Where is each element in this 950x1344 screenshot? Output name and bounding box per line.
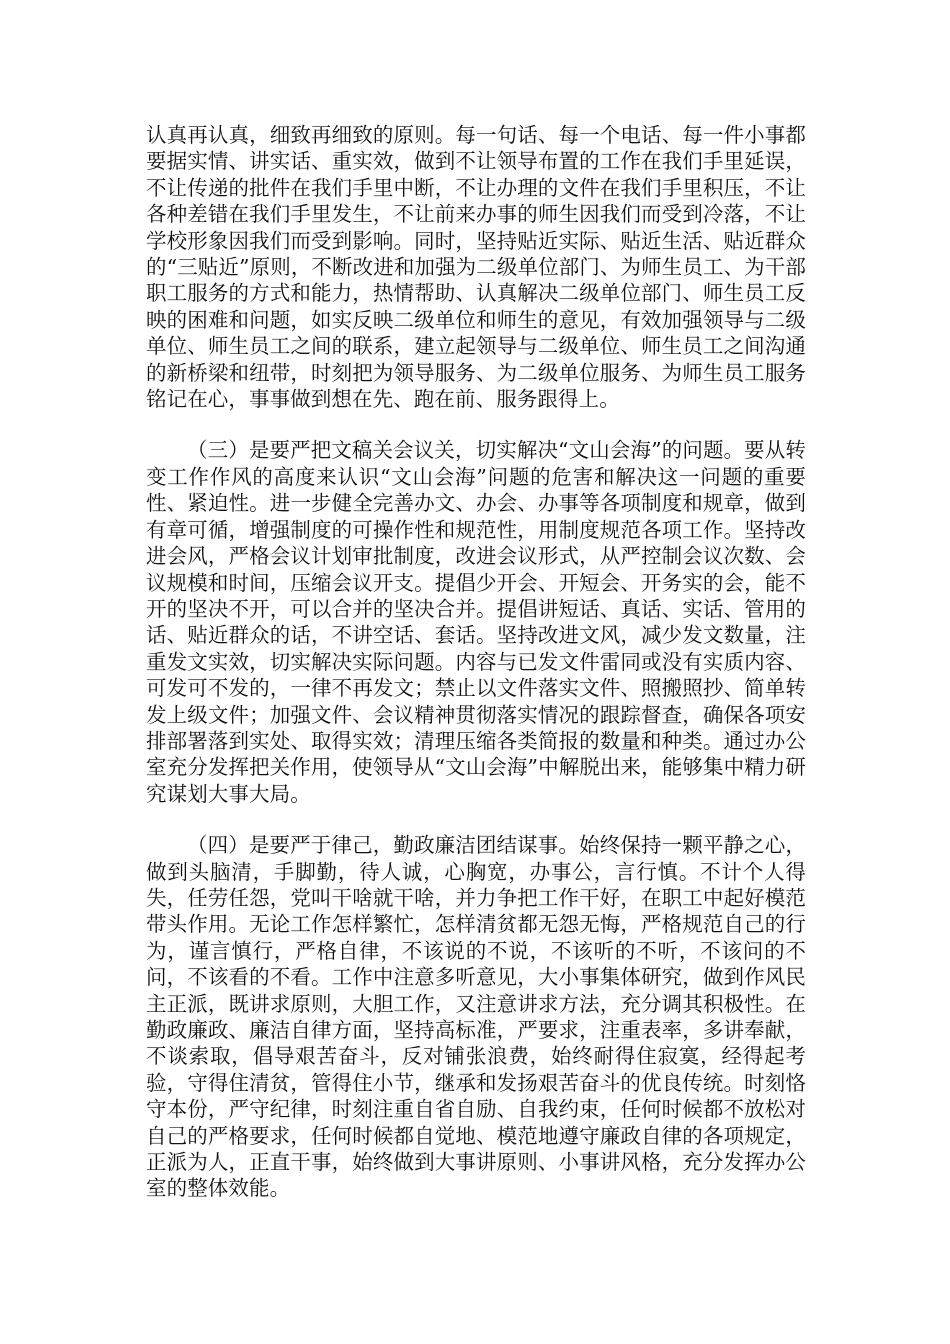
document-page — [146, 122, 806, 1202]
paragraph-section-three: （三）是要严把文稿关会议关，切实解决“文山会海”的问题。要从转变工作作风的高度来认识“文山会海”问题的危害和解决这一问题的重要性、紧迫性。进一步健全完善办文、办会、办事等各项制度和规章，做到有章可循，增强制度的可操作性和规范性，用制度规范各项工作。坚持改进会风，严格会议计划审批制度，改进会议形式，从严控制会议次数、会议规模和时间，压缩会议开支。提倡少开会、开短会、开务实的会，能不开的坚决不开，可以合并的坚决合并。提倡讲短话、真话、实话、管用的话、贴近群众的话，不讲空话、套话。坚持改进文风，减少发文数量，注重发文实效，切实解决实际问题。内容与已发文件雷同或没有实质内容、可发可不发的，一律不再发文；禁止以文件落实文件、照搬照抄、简单转发上级文件；加强文件、会议精神贯彻落实情况的跟踪督查，确保各项安排部署落到实处、取得实效；清理压缩各类简报的数量和种类。通过办公室充分发挥把关作用，使领导从“文山会海”中解脱出来，能够集中精力研究谋划大事大局。 — [146, 438, 806, 806]
paragraph-section-four: （四）是要严于律己，勤政廉洁团结谋事。始终保持一颗平静之心，做到头脑清，手脚勤，待人诚，心胸宽，办事公，言行慎。不计个人得失，任劳任怨，党叫干啥就干啥，并力争把工作干好，在职工中起好模范带头作用。无论工作怎样繁忙，怎样清贫都无怨无悔，严格规范自己的行为，谨言慎行，严格自律，不该说的不说，不该听的不听，不该问的不问，不该看的不看。工作中注意多听意见，大小事集体研究，做到作风民主正派，既讲求原则，大胆工作，又注意讲求方法，充分调其积极性。在勤政廉政、廉洁自律方面，坚持高标准，严要求，注重表率，多讲奉献，不谈索取，倡导艰苦奋斗，反对铺张浪费，始终耐得住寂寞，经得起考验，守得住清贫，管得住小节，继承和发扬艰苦奋斗的优良传统。时刻恪守本份，严守纪律，时刻注重自省自励、自我约束，任何时候都不放松对自己的严格要求，任何时候都自觉地、模范地遵守廉政自律的各项规定，正派为人，正直干事，始终做到大事讲原则、小事讲风格，充分发挥办公室的整体效能。 — [146, 833, 806, 1201]
paragraph-continuation: 认真再认真，细致再细致的原则。每一句话、每一个电话、每一件小事都要据实情、讲实话、重实效，做到不让领导布置的工作在我们手里延误，不让传递的批件在我们手里中断，不让办理的文件在我们手里积压，不让各种差错在我们手里发生，不让前来办事的师生因我们而受到冷落，不让学校形象因我们而受到影响。同时，坚持贴近实际、贴近生活、贴近群众的“三贴近”原则，不断改进和加强为二级单位部门、为师生员工、为干部职工服务的方式和能力，热情帮助、认真解决二级单位部门、师生员工反映的困难和问题，如实反映二级单位和师生的意见，有效加强领导与二级单位、师生员工之间的联系，建立起领导与二级单位、师生员工之间沟通的新桥梁和纽带，时刻把为领导服务、为二级单位服务、为师生员工服务铭记在心，事事做到想在先、跑在前、服务跟得上。 — [146, 123, 806, 412]
